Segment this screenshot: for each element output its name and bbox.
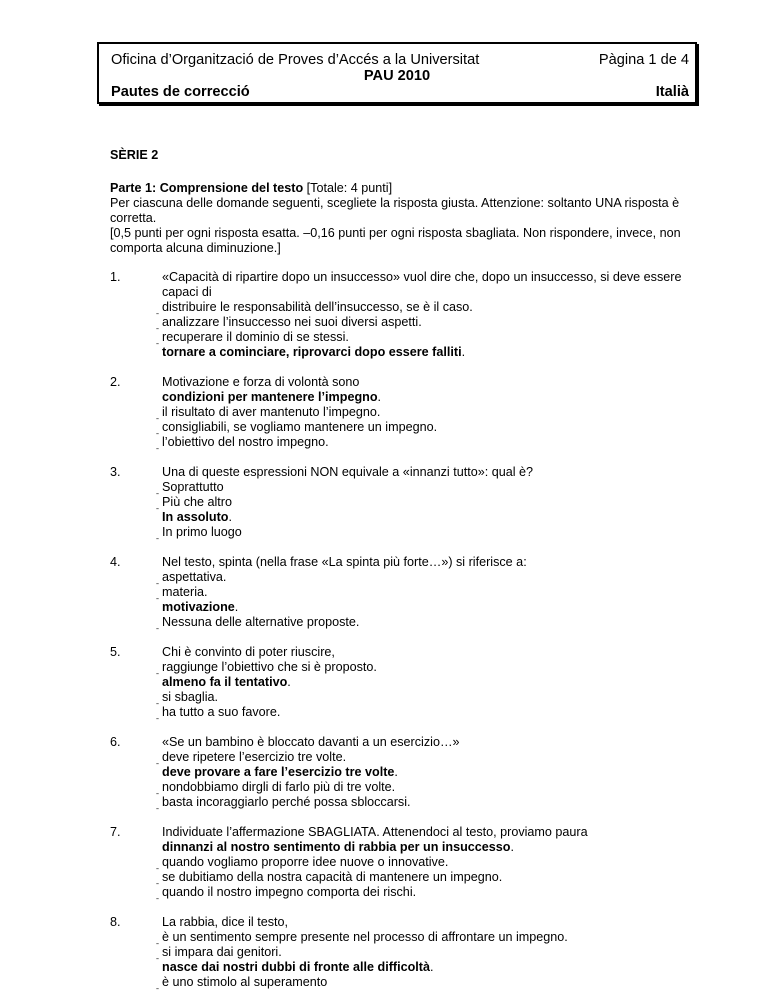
question-stem: «Capacità di ripartire dopo un insuccesso» vuol dire che, dopo un insuccesso, si deve essere capaci di — [162, 270, 682, 299]
option-marker-icon: ˍ — [156, 305, 159, 315]
question-number: 2. — [110, 375, 121, 389]
correct-answer-option — [162, 345, 695, 360]
option-text: raggiunge l’obiettivo che si è proposto. — [162, 660, 377, 674]
option-marker-icon: ˍ — [156, 875, 159, 885]
question-item — [110, 915, 695, 990]
option-period: . — [377, 390, 382, 404]
option-text: quando vogliamo proporre idee nuove o innovative. — [162, 855, 449, 869]
correct-answer-option — [162, 765, 695, 780]
answer-option — [156, 405, 695, 420]
correct-answer-option — [162, 675, 695, 690]
question-body — [156, 735, 695, 810]
option-text: recuperare il dominio di se stessi. — [162, 330, 349, 344]
option-text: deve provare a fare l’esercizio tre volte — [162, 765, 395, 779]
answer-option — [156, 495, 695, 510]
document-header — [97, 42, 697, 104]
question-body — [156, 915, 695, 990]
part-instructions: Per ciascuna delle domande seguenti, scegliete la risposta giusta. Attenzione: soltanto UNA risposta è corretta. — [110, 196, 680, 225]
answer-option — [156, 780, 695, 795]
option-marker-icon: ˍ — [156, 485, 159, 495]
option-marker-icon: ˍ — [156, 425, 159, 435]
correct-answer-option — [162, 600, 695, 615]
correct-answer-option — [162, 510, 695, 525]
answer-option — [156, 660, 695, 675]
option-text: ha tutto a suo favore. — [162, 705, 281, 719]
answer-option — [156, 795, 695, 810]
option-marker-icon: ˍ — [156, 785, 159, 795]
question-body — [156, 465, 695, 540]
option-marker-icon: ˍ — [156, 860, 159, 870]
option-text: materia. — [162, 585, 208, 599]
option-marker-icon: ˍ — [156, 935, 159, 945]
answer-option — [156, 855, 695, 870]
question-body — [156, 825, 695, 900]
option-period: . — [510, 840, 514, 854]
option-text: motivazione — [162, 600, 235, 614]
option-marker-icon: ˍ — [156, 410, 159, 420]
question-number: 1. — [110, 270, 121, 284]
option-marker-icon: ˍ — [156, 320, 159, 330]
option-marker-icon: ˍ — [156, 440, 159, 450]
option-text: si impara dai genitori. — [162, 945, 282, 959]
option-marker-icon: ˍ — [156, 590, 159, 600]
question-item — [110, 555, 695, 630]
option-marker-icon: ˍ — [156, 710, 159, 720]
option-text: consigliabili, se vogliamo mantenere un impegno. — [162, 420, 438, 434]
option-marker-icon: ˍ — [156, 575, 159, 585]
question-stem: La rabbia, dice il testo, — [162, 915, 289, 929]
answer-option — [156, 435, 695, 450]
option-period: . — [287, 675, 291, 689]
part-intro — [110, 181, 695, 256]
option-marker-icon: ˍ — [156, 755, 159, 765]
question-item — [110, 270, 695, 360]
option-text: è uno stimolo al superamento — [162, 975, 328, 989]
answer-option — [156, 930, 695, 945]
answer-option — [156, 705, 695, 720]
question-stem: Motivazione e forza di volontà sono — [162, 375, 360, 389]
option-text: quando il nostro impegno comporta dei rischi. — [162, 885, 417, 899]
part-title: Parte 1: Comprensione del testo — [110, 181, 304, 195]
option-text: In primo luogo — [162, 525, 242, 539]
option-text: Soprattutto — [162, 480, 224, 494]
option-text: se dubitiamo della nostra capacità di mantenere un impegno. — [162, 870, 503, 884]
answer-option — [156, 750, 695, 765]
option-marker-icon: ˍ — [156, 530, 159, 540]
option-marker-icon: ˍ — [156, 335, 159, 345]
option-text: nondobbiamo dirgli di farlo più di tre volte. — [162, 780, 396, 794]
answer-option — [156, 585, 695, 600]
option-period: . — [228, 510, 232, 524]
option-text: Nessuna delle alternative proposte. — [162, 615, 360, 629]
question-body — [156, 375, 695, 450]
correct-answer-option — [162, 840, 695, 855]
option-text: Più che altro — [162, 495, 233, 509]
option-text: il risultato di aver mantenuto l’impegno. — [162, 405, 381, 419]
question-body — [156, 645, 695, 720]
answer-option — [156, 570, 695, 585]
part-heading — [110, 181, 695, 196]
option-text: condizioni per mantenere l’impegno — [162, 390, 378, 404]
answer-option — [156, 975, 695, 990]
part-points: [Totale: 4 punti] — [303, 181, 393, 195]
question-list — [110, 270, 695, 990]
question-stem: Nel testo, spinta (nella frase «La spinta più forte…») si riferisce a: — [162, 555, 527, 569]
question-body — [156, 270, 695, 360]
exam-title: PAU 2010 — [363, 68, 431, 84]
answer-option — [156, 525, 695, 540]
question-number: 5. — [110, 645, 121, 659]
page-indicator: Pàgina 1 de 4 — [598, 52, 689, 68]
question-stem: Una di queste espressioni NON equivale a «innanzi tutto»: qual è? — [162, 465, 534, 479]
answer-option — [156, 945, 695, 960]
option-marker-icon: ˍ — [156, 500, 159, 510]
answer-option — [156, 300, 695, 315]
document-type: Pautes de correcció — [111, 84, 250, 100]
option-text: tornare a cominciare, riprovarci dopo essere falliti — [162, 345, 462, 359]
option-text: basta incoraggiarlo perché possa sbloccarsi. — [162, 795, 411, 809]
answer-option — [156, 885, 695, 900]
option-marker-icon: ˍ — [156, 890, 159, 900]
correct-answer-option — [162, 390, 695, 405]
answer-option — [156, 420, 695, 435]
option-marker-icon: ˍ — [156, 950, 159, 960]
question-item — [110, 375, 695, 450]
question-stem: Chi è convinto di poter riuscire, — [162, 645, 335, 659]
option-text: l’obiettivo del nostro impegno. — [162, 435, 329, 449]
question-item — [110, 825, 695, 900]
option-marker-icon: ˍ — [156, 695, 159, 705]
answer-option — [156, 870, 695, 885]
option-text: analizzare l’insuccesso nei suoi diversi aspetti. — [162, 315, 422, 329]
question-item — [110, 465, 695, 540]
question-number: 8. — [110, 915, 121, 929]
answer-option — [156, 690, 695, 705]
option-marker-icon: ˍ — [156, 665, 159, 675]
question-body — [156, 555, 695, 630]
answer-option — [156, 330, 695, 345]
correct-answer-option — [162, 960, 695, 975]
option-text: si sbaglia. — [162, 690, 219, 704]
question-stem: Individuate l’affermazione SBAGLIATA. Attenendoci al testo, proviamo paura — [162, 825, 588, 839]
question-item — [110, 645, 695, 720]
question-number: 3. — [110, 465, 121, 479]
option-text: aspettativa. — [162, 570, 227, 584]
question-number: 7. — [110, 825, 121, 839]
answer-option — [156, 480, 695, 495]
option-period: . — [430, 960, 434, 974]
option-period: . — [234, 600, 239, 614]
option-text: almeno fa il tentativo — [162, 675, 288, 689]
part-scoring: [0,5 punti per ogni risposta esatta. –0,16 punti per ogni risposta sbagliata. Non rispondere, invece, non comporta alcuna diminuzione.] — [110, 226, 681, 255]
answer-option — [156, 315, 695, 330]
institution-name: Oficina d’Organització de Proves d’Accés a la Universitat — [111, 52, 480, 68]
question-number: 6. — [110, 735, 121, 749]
option-text: deve ripetere l’esercizio tre volte. — [162, 750, 347, 764]
subject-name: Italià — [655, 84, 689, 100]
question-item — [110, 735, 695, 810]
serie-heading: SÈRIE 2 — [110, 148, 159, 162]
question-stem: «Se un bambino è bloccato davanti a un esercizio…» — [162, 735, 460, 749]
answer-option — [156, 615, 695, 630]
option-text: nasce dai nostri dubbi di fronte alle difficoltà — [162, 960, 430, 974]
question-number: 4. — [110, 555, 121, 569]
option-period: . — [394, 765, 398, 779]
option-period: . — [461, 345, 466, 359]
option-text: è un sentimento sempre presente nel processo di affrontare un impegno. — [162, 930, 568, 944]
option-marker-icon: ˍ — [156, 620, 159, 630]
option-text: distribuire le responsabilità dell’insuccesso, se è il caso. — [162, 300, 473, 314]
option-text: dinnanzi al nostro sentimento di rabbia per un insuccesso — [162, 840, 511, 854]
option-marker-icon: ˍ — [156, 980, 159, 990]
document-body — [110, 148, 695, 1005]
option-text: In assoluto — [162, 510, 229, 524]
option-marker-icon: ˍ — [156, 800, 159, 810]
